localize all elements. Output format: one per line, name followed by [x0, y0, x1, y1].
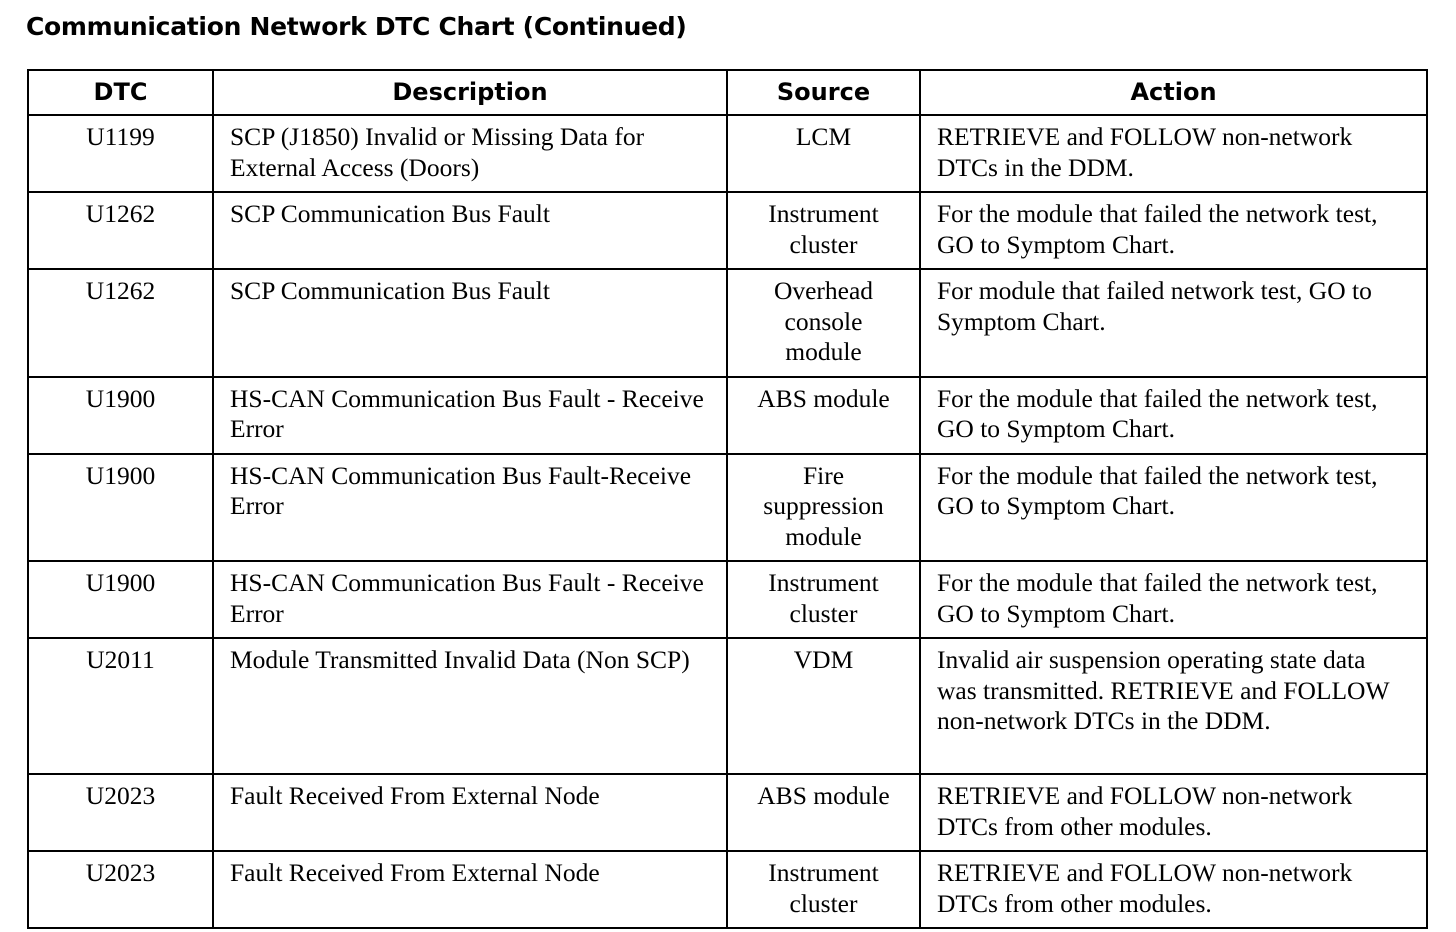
description-cell: Module Transmitted Invalid Data (Non SCP) [213, 638, 727, 774]
action-cell: For the module that failed the network test, GO to Symptom Chart. [920, 192, 1427, 269]
column-header-action: Action [920, 70, 1427, 115]
action-cell: RETRIEVE and FOLLOW non-network DTCs from other modules. [920, 851, 1427, 928]
table-row [28, 774, 1427, 851]
dtc-code-cell: U1900 [28, 454, 213, 562]
page-title: Communication Network DTC Chart (Continued) [26, 12, 687, 41]
action-cell: Invalid air suspension operating state data was transmitted. RETRIEVE and FOLLOW non-network DTCs in the DDM. [920, 638, 1427, 774]
column-header-dtc: DTC [28, 70, 213, 115]
column-header-description: Description [213, 70, 727, 115]
description-cell: SCP Communication Bus Fault [213, 269, 727, 377]
description-cell: HS-CAN Communication Bus Fault - Receive Error [213, 561, 727, 638]
action-cell: RETRIEVE and FOLLOW non-network DTCs from other modules. [920, 774, 1427, 851]
column-header-source: Source [727, 70, 920, 115]
description-cell: HS-CAN Communication Bus Fault-Receive Error [213, 454, 727, 562]
source-cell: ABS module [727, 377, 920, 454]
dtc-code-cell: U1900 [28, 561, 213, 638]
action-cell: RETRIEVE and FOLLOW non-network DTCs in the DDM. [920, 115, 1427, 192]
description-cell: Fault Received From External Node [213, 774, 727, 851]
source-cell: Instrument cluster [727, 851, 920, 928]
source-cell: Fire suppression module [727, 454, 920, 562]
table-row [28, 561, 1427, 638]
source-cell: VDM [727, 638, 920, 774]
dtc-table [27, 69, 1428, 929]
source-cell: Overhead console module [727, 269, 920, 377]
dtc-code-cell: U2023 [28, 774, 213, 851]
action-cell: For the module that failed the network test, GO to Symptom Chart. [920, 561, 1427, 638]
description-cell: SCP (J1850) Invalid or Missing Data for External Access (Doors) [213, 115, 727, 192]
source-cell: LCM [727, 115, 920, 192]
table-row [28, 115, 1427, 192]
table-row [28, 269, 1427, 377]
action-cell: For module that failed network test, GO to Symptom Chart. [920, 269, 1427, 377]
table-header-row [28, 70, 1427, 115]
table-row [28, 851, 1427, 928]
table-row [28, 638, 1427, 774]
table-row [28, 192, 1427, 269]
dtc-code-cell: U2011 [28, 638, 213, 774]
dtc-code-cell: U1900 [28, 377, 213, 454]
action-cell: For the module that failed the network test, GO to Symptom Chart. [920, 454, 1427, 562]
table-row [28, 454, 1427, 562]
action-cell: For the module that failed the network test, GO to Symptom Chart. [920, 377, 1427, 454]
dtc-code-cell: U1262 [28, 269, 213, 377]
dtc-code-cell: U2023 [28, 851, 213, 928]
description-cell: SCP Communication Bus Fault [213, 192, 727, 269]
source-cell: ABS module [727, 774, 920, 851]
dtc-code-cell: U1199 [28, 115, 213, 192]
description-cell: HS-CAN Communication Bus Fault - Receive Error [213, 377, 727, 454]
source-cell: Instrument cluster [727, 561, 920, 638]
source-cell: Instrument cluster [727, 192, 920, 269]
description-cell: Fault Received From External Node [213, 851, 727, 928]
table-row [28, 377, 1427, 454]
dtc-code-cell: U1262 [28, 192, 213, 269]
